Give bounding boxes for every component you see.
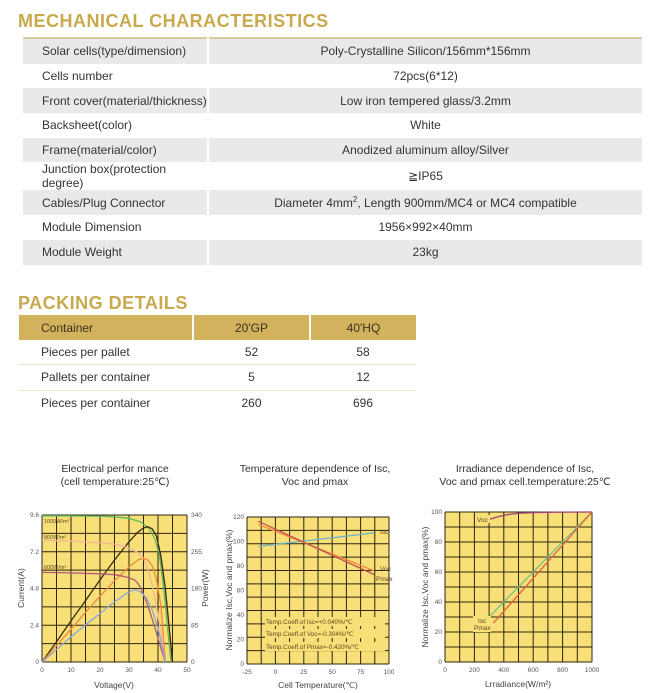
y-tick-label: 2.4	[29, 622, 39, 630]
y-tick-label: 20	[434, 629, 442, 636]
y-right-tick-label: 85	[191, 622, 199, 630]
y-axis-label: Current(A)	[16, 568, 26, 608]
packing-value: 58	[310, 340, 416, 365]
x-tick-label: 25	[300, 669, 308, 676]
y-tick-label: 80	[434, 539, 442, 546]
packing-label: Pallets per container	[19, 365, 193, 390]
header-40hq: 40'HQ	[310, 315, 416, 340]
irradiance-label-800: 800W/m²	[44, 535, 67, 541]
x-tick-label: 40	[154, 667, 162, 674]
x-axis-label: Voltage(V)	[94, 680, 134, 690]
packing-value: 5	[193, 365, 310, 390]
x-tick-label: 100	[383, 669, 395, 676]
temp-coeff-annotation: Temp.Coeff.of Pmax=-0.420%/℃	[266, 644, 359, 651]
y-tick-label: 0	[35, 659, 39, 666]
y-axis-label: Normalize Isc,Voc and pmax(%)	[224, 529, 234, 651]
mechanical-value: ≧IP65	[208, 162, 642, 190]
mechanical-label: Module Weight	[23, 240, 208, 265]
x-tick-label: -25	[242, 669, 252, 676]
mechanical-label: Frame(material/color)	[23, 138, 208, 163]
y-axis-label: Normalize Isc,Voc and pmax(%)	[420, 526, 430, 648]
y-tick-label: 0	[438, 659, 442, 666]
chart2-title-line2: Voc and pmax	[281, 475, 349, 488]
packing-value: 696	[352, 395, 374, 410]
y-right-tick-label: 255	[191, 548, 202, 556]
y-right-axis-label: Power(W)	[200, 569, 210, 607]
x-tick-label: 800	[557, 667, 569, 674]
x-tick-label: 400	[498, 667, 510, 674]
packing-value: 260	[241, 395, 262, 410]
series-label-pmax: Pmax	[474, 625, 491, 632]
temp-coeff-annotation: Temp.Coeff.of Isc=+0.040%/℃	[266, 619, 353, 626]
y-right-tick-label: 0	[191, 659, 195, 666]
x-tick-label: 0	[273, 669, 278, 676]
y-tick-label: 80	[236, 563, 244, 570]
series-label-voc: Voc	[380, 566, 391, 573]
irradiance-label-600: 600W/m²	[44, 565, 67, 571]
y-tick-label: 100	[233, 538, 244, 546]
mechanical-label: Solar cells(type/dimension)	[23, 38, 208, 64]
mechanical-label: Front cover(material/thickness)	[23, 88, 208, 113]
header-20gp: 20'GP	[193, 315, 310, 340]
y-tick-label: 0	[240, 661, 244, 668]
x-axis-label: Cell Temperature(℃)	[278, 680, 358, 690]
packing-label: Pieces per pallet	[19, 340, 193, 365]
x-tick-label: 0	[443, 667, 447, 674]
mechanical-value: Anodized aluminum alloy/Silver	[208, 138, 642, 163]
mechanical-value: 23kg	[208, 240, 642, 265]
y-tick-label: 60	[236, 587, 244, 595]
y-tick-label: 9.6	[29, 512, 39, 519]
y-tick-label: 7.2	[29, 548, 39, 556]
y-right-tick-label: 340	[191, 512, 202, 519]
mechanical-value: Poly-Crystalline Silicon/156mm*156mm	[208, 38, 642, 64]
value-part: , Length 900mm/MC4 or MC4 compatible	[357, 196, 577, 211]
y-tick-label: 100	[431, 509, 442, 516]
x-tick-label: 200	[468, 667, 480, 674]
chart1-title-line2: (cell temperature:25℃)	[60, 475, 170, 488]
irradiance-label-1000: 1000W/m²	[44, 519, 70, 525]
x-tick-label: 600	[527, 667, 539, 674]
y-tick-label: 20	[236, 636, 244, 644]
y-tick-label: 40	[434, 599, 442, 606]
y-tick-label: 120	[233, 514, 244, 521]
x-tick-label: 0	[40, 667, 44, 674]
mechanical-label: Junction box(protection degree)	[23, 162, 208, 190]
x-tick-label: 10	[67, 667, 75, 674]
y-tick-label: 40	[236, 612, 244, 619]
mechanical-label: Cables/Plug Connector	[23, 190, 208, 215]
packing-value: 52	[193, 340, 310, 365]
mechanical-value: White	[208, 113, 642, 138]
packing-label: Pieces per container	[41, 395, 151, 410]
x-tick-label: 1000	[584, 667, 600, 674]
y-right-tick-label: 180	[191, 585, 202, 593]
packing-details-title: PACKING DETAILS	[18, 293, 188, 313]
mechanical-characteristics-title: MECHANICAL CHARACTERISTICS	[18, 11, 329, 31]
series-label-pmax: Pmax	[376, 576, 393, 583]
x-tick-label: 30	[125, 667, 133, 674]
chart1-title-line1: Electrical perfor mance	[61, 463, 169, 475]
mechanical-label: Module Dimension	[23, 215, 208, 240]
mechanical-value: 72pcs(6*12)	[208, 64, 642, 89]
value-superscript: 2	[352, 195, 358, 205]
mechanical-value: Low iron tempered glass/3.2mm	[208, 88, 642, 113]
series-label-isc: Isc	[478, 618, 487, 625]
x-tick-label: 20	[96, 667, 104, 674]
mechanical-label: Cells number	[23, 64, 208, 89]
chart3	[445, 512, 592, 662]
temp-coeff-annotation: Temp.Coeff.of Voc=-0.304%/℃	[266, 631, 354, 638]
chart3-title-line2: Voc and pmax cell.temperature:25℃	[439, 475, 611, 488]
value-part: Diameter 4mm	[274, 196, 353, 211]
mechanical-label: Backsheet(color)	[23, 113, 208, 138]
y-tick-label: 60	[434, 569, 442, 576]
chart3-title-line1: Irradiance dependence of Isc,	[455, 463, 595, 475]
chart2	[247, 517, 389, 664]
packing-value: 12	[310, 365, 416, 390]
x-axis-label: Lrradiance(W/m²)	[484, 679, 552, 689]
x-tick-label: 50	[328, 669, 336, 676]
series-label-voc: Voc	[477, 517, 488, 524]
mechanical-value: 1956×992×40mm	[208, 215, 642, 240]
chart2-title-line1: Temperature dependence of Isc,	[239, 463, 391, 475]
series-label-isc: Isc	[380, 529, 389, 536]
x-tick-label: 75	[356, 669, 365, 676]
header-container: Container	[19, 315, 193, 340]
x-tick-label: 50	[183, 667, 191, 674]
y-tick-label: 4.8	[29, 585, 39, 593]
